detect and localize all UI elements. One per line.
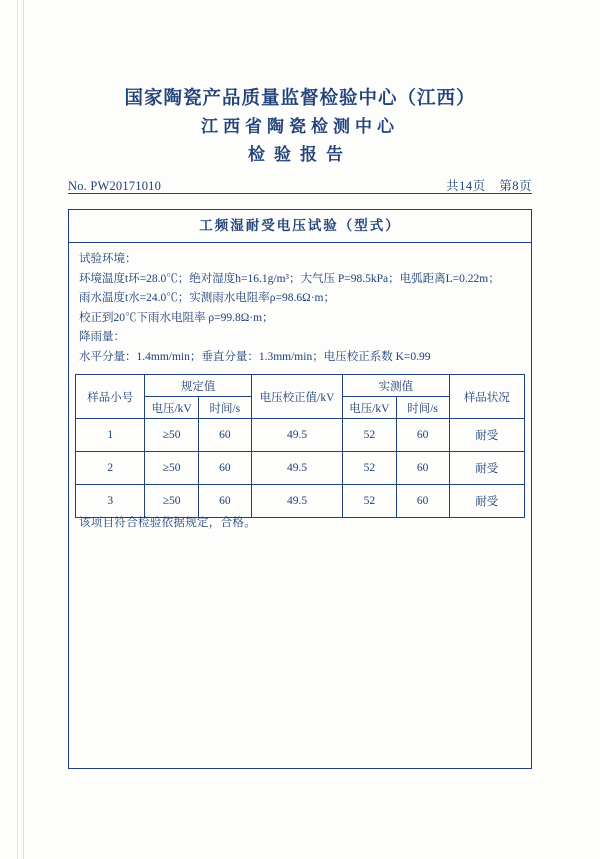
page-total: 共14页 xyxy=(446,179,486,193)
cell-sample-no: 2 xyxy=(76,452,145,485)
header-measured-voltage: 电压/kV xyxy=(343,397,396,419)
cell-sample-condition: 耐受 xyxy=(449,419,524,452)
cell-measured-time: 60 xyxy=(396,419,449,452)
cell-corrected-voltage: 49.5 xyxy=(251,419,342,452)
page-current: 第8页 xyxy=(499,179,532,193)
cell-measured-voltage: 52 xyxy=(343,452,396,485)
header-measured-value: 实测值 xyxy=(343,375,449,397)
table-header-row-1 xyxy=(76,375,525,397)
environment-heading: 试验环境： xyxy=(79,253,137,265)
institution-title-secondary: 江西省陶瓷检测中心 xyxy=(201,117,399,136)
cell-sample-no: 3 xyxy=(76,485,145,518)
cell-spec-voltage: ≥50 xyxy=(145,419,198,452)
cell-spec-time: 60 xyxy=(198,485,251,518)
header-sample-condition: 样品状况 xyxy=(449,375,524,419)
table-row xyxy=(76,419,525,452)
header-divider xyxy=(68,193,532,194)
header-sample-no: 样品小号 xyxy=(76,375,145,419)
environment-line-5: 水平分量：1.4mm/min；垂直分量：1.3mm/min；电压校正系数 K=0.99 xyxy=(79,350,431,363)
cell-corrected-voltage: 49.5 xyxy=(251,452,342,485)
test-results-table xyxy=(75,374,525,518)
cell-sample-no: 1 xyxy=(76,419,145,452)
conclusion-text: 该项目符合检验依据规定，合格。 xyxy=(79,517,256,529)
environment-line-3: 校正到20℃下雨水电阻率 ρ=99.8Ω·m； xyxy=(79,311,274,324)
page-indicator xyxy=(436,176,532,194)
header-spec-time: 时间/s xyxy=(198,397,251,419)
cell-measured-voltage: 52 xyxy=(343,419,396,452)
header-corrected-voltage: 电压校正值/kV xyxy=(251,375,342,419)
header-spec-value: 规定值 xyxy=(145,375,251,397)
cell-spec-voltage: ≥50 xyxy=(145,452,198,485)
header-measured-time: 时间/s xyxy=(396,397,449,419)
cell-spec-time: 60 xyxy=(198,452,251,485)
institution-title-primary: 国家陶瓷产品质量监督检验中心（江西） xyxy=(124,89,476,109)
report-meta xyxy=(68,176,532,194)
environment-line-4: 降雨量： xyxy=(79,331,125,343)
cell-spec-voltage: ≥50 xyxy=(145,485,198,518)
cell-measured-time: 60 xyxy=(396,452,449,485)
cell-measured-voltage: 52 xyxy=(343,485,396,518)
table-row xyxy=(76,452,525,485)
document-header xyxy=(0,86,600,168)
cell-sample-condition: 耐受 xyxy=(449,485,524,518)
environment-line-1: 环境温度t环=28.0℃；绝对湿度h=16.1g/m³；大气压 P=98.5kPa；电弧距离L=0.22m； xyxy=(79,272,500,285)
document-type-title: 检验报告 xyxy=(248,145,352,164)
environment-line-2: 雨水温度t水=24.0℃；实测雨水电阻率ρ=98.6Ω·m； xyxy=(79,292,335,304)
cell-corrected-voltage: 49.5 xyxy=(251,485,342,518)
header-spec-voltage: 电压/kV xyxy=(145,397,198,419)
cell-sample-condition: 耐受 xyxy=(449,452,524,485)
test-environment-block xyxy=(79,250,523,367)
cell-spec-time: 60 xyxy=(198,419,251,452)
cell-measured-time: 60 xyxy=(396,485,449,518)
content-frame xyxy=(68,209,532,769)
section-title: 工频湿耐受电压试验（型式） xyxy=(69,210,531,243)
report-number: No. PW20171010 xyxy=(68,179,162,193)
table-row xyxy=(76,485,525,518)
